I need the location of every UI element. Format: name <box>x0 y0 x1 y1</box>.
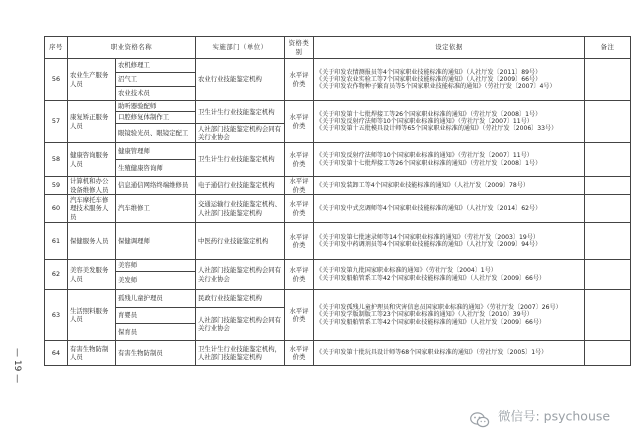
row-item: 眼镜验光员、眼镜定配工 <box>116 124 196 143</box>
row-dept: 卫生计生行业技能鉴定机构 <box>196 101 285 124</box>
row-dept: 交通运输行业技能鉴定机构、人社部门技能鉴定机构 <box>196 195 285 223</box>
basis-line: 《关于印发农作物种子繁育员等5个国家职业技能标准的通知》（劳社厅发〔2007〕4号） <box>316 83 556 91</box>
basis-line: 《关于印发船舶管系工等42个国家职业技能标准的通知》（人社厅发〔2009〕66号） <box>316 274 546 282</box>
row-category: 美容美发服务人员 <box>68 260 116 290</box>
basis-line: 《关于印发第九批国家职业标准的通知》（劳社厅发〔2004〕1号） <box>316 267 497 275</box>
row-num: 60 <box>45 195 68 223</box>
basis-line: 《关于印发第十七批焊接工等26个国家职业标准的通知》（劳社厅发〔2008〕1号） <box>316 110 542 118</box>
row-num: 61 <box>45 223 68 260</box>
row-basis <box>314 260 585 290</box>
header-name: 职业资格名称 <box>68 37 196 59</box>
wechat-icon <box>470 409 490 425</box>
row-item: 助听器验配师 <box>116 101 196 112</box>
basis-line: 《关于印发反射疗法师等10个国家职业标准的通知》（劳社厅发〔2007〕11号） <box>316 152 533 160</box>
row-note <box>585 143 631 177</box>
table-row <box>45 177 631 195</box>
row-item: 育婴员 <box>116 308 196 324</box>
row-type: 水平评价类 <box>285 177 314 195</box>
header-type: 资格类别 <box>285 37 314 59</box>
row-dept: 农业行业技能鉴定机构 <box>196 59 285 101</box>
qualification-table-container <box>44 36 630 398</box>
row-note <box>585 341 631 366</box>
row-type: 水平评价类 <box>285 223 314 260</box>
row-type: 水平评价类 <box>285 290 314 341</box>
row-note <box>585 101 631 143</box>
row-dept: 卫生计生行业技能鉴定机构 <box>196 143 285 177</box>
row-basis <box>314 223 585 260</box>
row-category: 健康咨询服务人员 <box>68 143 116 177</box>
row-item: 信息通信网络终端维修员 <box>116 177 196 195</box>
row-note <box>585 195 631 223</box>
row-num: 64 <box>45 341 68 366</box>
header-note: 备注 <box>585 37 631 59</box>
row-type: 水平评价类 <box>285 195 314 223</box>
row-basis <box>314 59 585 101</box>
basis-line: 《关于印发第十五批模具设计师等65个国家职业标准的通知》（劳社厅发〔2006〕33号） <box>316 125 558 133</box>
row-item: 有害生物防制员 <box>116 341 196 366</box>
watermark <box>470 401 640 431</box>
row-basis: 《关于印发装卸工等4个国家职业技能标准的通知》（人社厅发〔2009〕78号） <box>314 177 585 195</box>
header-basis: 设定依据 <box>314 37 585 59</box>
row-item: 孤残儿童护理员 <box>116 290 196 308</box>
row-num: 58 <box>45 143 68 177</box>
row-dept: 民政行业技能鉴定机构 <box>196 290 285 308</box>
row-item: 健康管理师 <box>116 143 196 160</box>
row-item: 保育员 <box>116 324 196 341</box>
row-category: 保健服务人员 <box>68 223 116 260</box>
row-basis <box>314 101 585 143</box>
row-item: 汽车维修工 <box>116 195 196 223</box>
row-type: 水平评价类 <box>285 341 314 366</box>
row-item: 保健调理师 <box>116 223 196 260</box>
row-item: 口腔修复体制作工 <box>116 112 196 124</box>
row-type: 水平评价类 <box>285 143 314 177</box>
row-category: 生活照料服务人员 <box>68 290 116 341</box>
row-dept: 卫生计生行业技能鉴定机构，人社部门技能鉴定机构 <box>196 341 285 366</box>
table-row <box>45 195 631 223</box>
basis-line: 《关于印发中药调剂员等4个国家职业技能标准的通知》（人社厅发〔2009〕94号） <box>316 241 542 248</box>
row-dept: 人社部门技能鉴定机构会同有关行业协会 <box>196 260 285 290</box>
row-type: 水平评价类 <box>285 59 314 101</box>
row-dept: 中医药行业技能鉴定机构 <box>196 223 285 260</box>
row-basis <box>314 290 585 341</box>
row-item: 生殖健康咨询师 <box>116 160 196 177</box>
row-note <box>585 260 631 290</box>
row-num: 57 <box>45 101 68 143</box>
row-item: 沼气工 <box>116 73 196 87</box>
row-dept: 电子通信行业技能鉴定机构 <box>196 177 285 195</box>
row-note <box>585 177 631 195</box>
table-header-row <box>45 37 631 59</box>
row-category: 有害生物防制人员 <box>68 341 116 366</box>
row-note <box>585 223 631 260</box>
row-item: 农机修理工 <box>116 59 196 73</box>
row-note <box>585 59 631 101</box>
row-type: 水平评价类 <box>285 101 314 143</box>
row-category: 计算机和办公设备维修人员 <box>68 177 116 195</box>
row-type: 水平评价类 <box>285 260 314 290</box>
row-category: 农业生产服务人员 <box>68 59 116 101</box>
header-dept: 实施部门（单位） <box>196 37 285 59</box>
row-num: 62 <box>45 260 68 290</box>
table-row <box>45 59 631 73</box>
table-row <box>45 143 631 160</box>
row-num: 63 <box>45 290 68 341</box>
basis-line: 《关于印发船舶管系工等42个国家职业技能标准的通知》（人社厅发〔2009〕66号） <box>316 318 546 326</box>
page-number: — 19 — <box>12 348 22 384</box>
row-item: 美容师 <box>116 260 196 272</box>
row-note <box>585 290 631 341</box>
watermark-text: 微信号: psychouse <box>497 408 611 424</box>
basis-line: 《关于印发农业实验工等7个国家职业技能标准的通知》（人社厅发〔2009〕66号） <box>316 75 542 83</box>
row-dept: 人社部门技能鉴定机构会同有关行业协会 <box>196 124 285 143</box>
table-row <box>45 260 631 272</box>
row-basis: 《关于印发第十批玩具设计师等68个国家职业标准的通知》（劳社厅发〔2005〕1号） <box>314 341 585 366</box>
row-num: 56 <box>45 59 68 101</box>
table-row <box>45 290 631 308</box>
qualification-table <box>44 36 631 366</box>
header-num: 序号 <box>45 37 68 59</box>
basis-line: 《关于印发农情测报员等4个国家职业技能标准的通知》（人社厅发〔2011〕89号） <box>316 68 542 76</box>
row-basis <box>314 143 585 177</box>
table-row <box>45 223 631 260</box>
basis-line: 《关于印发第七批速录师等14个国家职业标准的通知》（劳社厅发〔2003〕19号） <box>316 233 539 241</box>
row-item: 农业技术员 <box>116 87 196 101</box>
row-basis: 《关于印发中式烹调师等4个国家职业技能标准的通知》（人社厅发〔2014〕62号） <box>314 195 585 223</box>
row-item: 美发师 <box>116 272 196 290</box>
row-num: 59 <box>45 177 68 195</box>
basis-line: 《关于印发第十七批焊接工等26个国家职业标准的通知》（劳社厅发〔2008〕1号） <box>316 159 542 167</box>
row-category: 汽车摩托车修理技术服务人员 <box>68 195 116 223</box>
basis-line: 《关于印发孤残儿童护理员和灾害信息员国家职业标准的通知》（劳社厅发〔2007〕26号） <box>316 304 562 312</box>
basis-line: 《关于印发反射疗法师等10个国家职业标准的通知》（劳社厅发〔2007〕11号） <box>316 117 533 125</box>
basis-line: 《关于印发学版制版工等23个国家职业标准的通知》（人社厅发〔2010〕39号） <box>316 311 533 319</box>
row-dept: 人社部门技能鉴定机构会同有关行业协会 <box>196 308 285 341</box>
table-row <box>45 101 631 112</box>
row-category: 康复矫正服务人员 <box>68 101 116 143</box>
table-row <box>45 341 631 366</box>
